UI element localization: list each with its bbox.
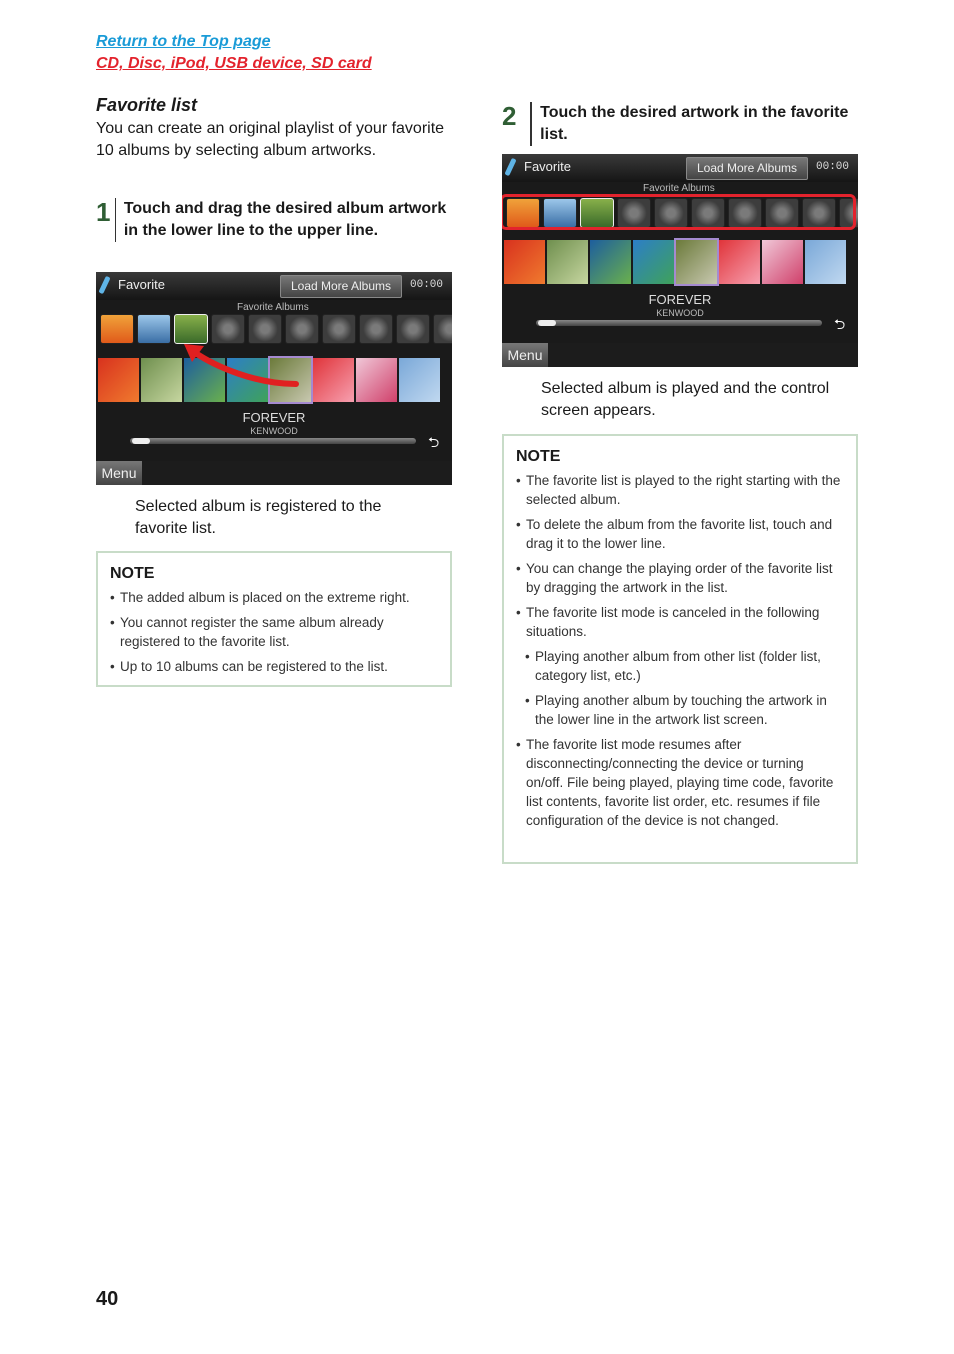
note-item: • The favorite list is played to the right starting with the selected album.: [516, 471, 844, 509]
bottom-strip: [548, 343, 858, 367]
artist-name: KENWOOD: [250, 426, 298, 436]
song-title: FOREVER: [648, 292, 712, 307]
note-title: NOTE: [110, 565, 155, 582]
favorite-albums-label: Favorite Albums: [643, 183, 715, 194]
album-artwork[interactable]: [590, 240, 631, 284]
menu-button[interactable]: Menu: [502, 343, 548, 367]
section-title: Favorite list: [96, 95, 198, 115]
album-artwork[interactable]: [805, 240, 846, 284]
return-icon[interactable]: ⮌: [834, 317, 846, 333]
progress-bar[interactable]: [130, 438, 416, 444]
step-number: 2: [502, 101, 517, 131]
screen-title: Favorite: [118, 277, 165, 292]
bottom-strip: [142, 461, 452, 485]
step-1: [96, 198, 452, 242]
step-2: [502, 102, 858, 146]
step-2-caption: Selected album is played and the control screen appears.: [541, 380, 830, 419]
step-instruction: Touch the desired artwork in the favorite list.: [540, 104, 849, 143]
note-list: [110, 588, 438, 676]
note-list: [516, 471, 844, 830]
artist-name: KENWOOD: [656, 308, 704, 318]
album-artwork[interactable]: [547, 240, 588, 284]
time-display: 00:00: [816, 161, 850, 173]
step-number: 1: [96, 197, 111, 227]
note-item: • To delete the album from the favorite list, touch and drag it to the lower line.: [516, 515, 844, 553]
section-intro: You can create an original playlist of your favorite 10 albums by selecting album artworks.: [96, 120, 445, 159]
step-1-caption: Selected album is registered to the favorite list.: [135, 498, 382, 537]
time-display: 00:00: [410, 279, 444, 291]
progress-bar[interactable]: [536, 320, 822, 326]
note-box-1: [96, 551, 452, 687]
page-number: 40: [96, 1288, 119, 1310]
note-item: • The added album is placed on the extreme right.: [110, 588, 438, 607]
note-subitem: • Playing another album by touching the artwork in the lower line in the artwork list screen.: [525, 691, 844, 729]
menu-button[interactable]: Menu: [96, 461, 142, 485]
note-box-2: [502, 434, 858, 864]
return-icon[interactable]: ⮌: [428, 435, 440, 451]
screenshot-step-2: [502, 154, 858, 367]
album-artwork[interactable]: [719, 240, 760, 284]
step-instruction: Touch and drag the desired album artwork in the lower line to the upper line.: [123, 200, 447, 239]
load-more-albums-button[interactable]: Load More Albums: [686, 157, 808, 180]
top-page-link[interactable]: Return to the Top page: [96, 33, 271, 50]
screenshot-step-1: [96, 272, 452, 485]
note-item: • You can change the playing order of the favorite list by dragging the artwork in the list.: [516, 559, 844, 597]
artwork-row: [504, 240, 846, 284]
step-divider: [530, 102, 532, 146]
screen-title: Favorite: [524, 159, 571, 174]
favorite-row-highlight: [502, 194, 856, 230]
note-item: • The favorite list mode resumes after disconnecting/connecting the device or turning on/off. File being played, playing time code, favorite list contents, favorite list order, etc. resumes if file configuration of the device is not changed.: [516, 735, 844, 830]
drag-arrow-icon: [96, 272, 452, 485]
note-subitem: • Playing another album from other list (folder list, category list, etc.): [525, 647, 844, 685]
note-item: • You cannot register the same album already registered to the favorite list.: [110, 613, 438, 651]
song-title: FOREVER: [242, 410, 306, 425]
album-artwork[interactable]: [762, 240, 803, 284]
nav-links: [96, 31, 372, 75]
favorite-albums-label: Favorite Albums: [237, 302, 309, 313]
section-link[interactable]: CD, Disc, iPod, USB device, SD card: [96, 55, 372, 72]
album-artwork[interactable]: [504, 240, 545, 284]
step-divider: [115, 198, 116, 242]
note-item: • Up to 10 albums can be registered to the list.: [110, 657, 438, 676]
album-artwork[interactable]: [676, 240, 717, 284]
load-more-albums-button[interactable]: Load More Albums: [280, 275, 402, 298]
note-item: • The favorite list mode is canceled in the following situations.: [516, 603, 844, 641]
note-title: NOTE: [516, 448, 561, 465]
album-artwork[interactable]: [633, 240, 674, 284]
